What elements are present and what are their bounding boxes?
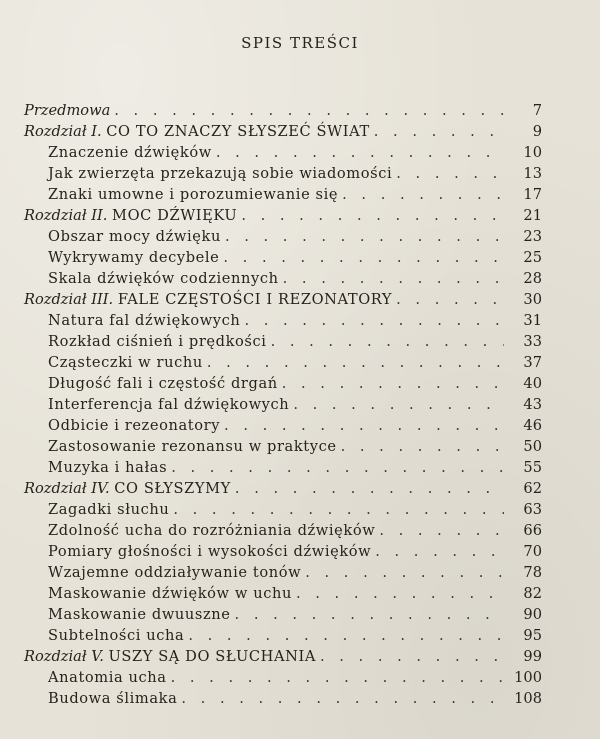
page-number: 50 (523, 438, 542, 455)
page-number: 28 (523, 270, 542, 287)
page-number: 82 (523, 585, 542, 602)
entry-prefix: Rozdział IV. (24, 480, 110, 497)
leader-dots (235, 604, 504, 625)
leader-dots (282, 373, 504, 394)
leader-dots (244, 310, 504, 331)
entry-label (48, 394, 289, 415)
toc-entry (24, 394, 542, 415)
page-number: 31 (523, 312, 542, 329)
page-number: 95 (523, 627, 542, 644)
toc-entry (24, 415, 542, 436)
entry-title: Znaki umowne i porozumiewanie się (48, 186, 339, 203)
entry-title: Cząsteczki w ruchu (48, 354, 203, 371)
page-number: 63 (523, 501, 542, 518)
entry-title: Budowa ślimaka (48, 690, 178, 707)
leader-dots (293, 394, 504, 415)
page-number: 30 (523, 291, 542, 308)
entry-title: Odbicie i rezeonatory (48, 417, 221, 434)
page-number: 70 (523, 543, 542, 560)
toc-entry (24, 331, 542, 352)
page-number: 99 (523, 648, 542, 665)
toc-entry (24, 163, 542, 184)
entry-label (48, 457, 167, 478)
page-number: 7 (532, 102, 542, 119)
entry-title: Długość fali i częstość drgań (48, 375, 278, 392)
table-of-contents (24, 100, 542, 709)
page-number: 62 (523, 480, 542, 497)
toc-entry (24, 373, 542, 394)
entry-label (48, 436, 337, 457)
toc-entry (24, 625, 542, 646)
entry-label (48, 373, 278, 394)
entry-label (24, 478, 231, 499)
leader-dots (375, 541, 504, 562)
entry-label (48, 247, 219, 268)
entry-label (48, 604, 231, 625)
entry-prefix: Przedmowa (24, 102, 111, 119)
entry-title: Jak zwierzęta przekazują sobie wiadomości (48, 165, 393, 182)
entry-title: CO SŁYSZYMY (114, 480, 231, 497)
page-number: 55 (523, 459, 542, 476)
page-number: 40 (523, 375, 542, 392)
entry-title: Rozkład ciśnień i prędkości (48, 333, 267, 350)
leader-dots (283, 268, 504, 289)
leader-dots (223, 247, 504, 268)
leader-dots (171, 667, 504, 688)
entry-title: Zastosowanie rezonansu w praktyce (48, 438, 337, 455)
toc-entry (24, 562, 542, 583)
toc-entry (24, 142, 542, 163)
leader-dots (342, 184, 504, 205)
toc-entry (24, 478, 542, 499)
entry-prefix: Rozdział III. (24, 291, 114, 308)
entry-label (24, 100, 110, 121)
page-number: 46 (523, 417, 542, 434)
entry-title: Znaczenie dźwięków (48, 144, 212, 161)
entry-label (48, 163, 392, 184)
toc-entry (24, 541, 542, 562)
leader-dots (225, 226, 504, 247)
leader-dots (396, 163, 504, 184)
page-number: 108 (514, 690, 542, 707)
entry-title: Pomiary głośności i wysokości dźwięków (48, 543, 372, 560)
entry-label (48, 625, 184, 646)
toc-entry (24, 247, 542, 268)
toc-entry (24, 604, 542, 625)
leader-dots (188, 625, 504, 646)
entry-label (24, 205, 237, 226)
leader-dots (114, 100, 504, 121)
toc-entry (24, 289, 542, 310)
entry-label (48, 499, 169, 520)
entry-title: MOC DŹWIĘKU (112, 207, 238, 224)
toc-entry (24, 184, 542, 205)
entry-title: Natura fal dźwiękowych (48, 312, 241, 329)
toc-entry (24, 457, 542, 478)
entry-label (48, 562, 301, 583)
entry-prefix: Rozdział V. (24, 648, 104, 665)
toc-entry (24, 226, 542, 247)
entry-label (48, 688, 177, 709)
toc-entry (24, 646, 542, 667)
toc-entry (24, 688, 542, 709)
entry-title: FALE CZĘSTOŚCI I REZONATORY (117, 291, 393, 308)
leader-dots (379, 520, 504, 541)
entry-title: Wzajemne oddziaływanie tonów (48, 564, 302, 581)
toc-entry (24, 499, 542, 520)
entry-title: Wykrywamy decybele (48, 249, 220, 266)
toc-entry (24, 583, 542, 604)
leader-dots (224, 415, 504, 436)
page-number: 23 (523, 228, 542, 245)
toc-entry (24, 667, 542, 688)
leader-dots (271, 331, 504, 352)
toc-entry (24, 436, 542, 457)
toc-entry (24, 352, 542, 373)
entry-label (48, 310, 240, 331)
leader-dots (216, 142, 504, 163)
page-number: 66 (523, 522, 542, 539)
page-number: 100 (514, 669, 542, 686)
entry-title: Zagadki słuchu (48, 501, 170, 518)
toc-entry (24, 268, 542, 289)
entry-label (48, 142, 212, 163)
leader-dots (173, 499, 504, 520)
entry-title: Subtelności ucha (48, 627, 185, 644)
entry-label (48, 583, 292, 604)
entry-prefix: Rozdział I. (24, 123, 102, 140)
entry-label (24, 646, 316, 667)
toc-entry (24, 310, 542, 331)
page-number: 9 (532, 123, 542, 140)
entry-title: Maskowanie dźwięków w uchu (48, 585, 292, 602)
entry-label (24, 121, 370, 142)
entry-label (48, 184, 338, 205)
page-number: 37 (523, 354, 542, 371)
page-number: 21 (523, 207, 542, 224)
page-number: 90 (523, 606, 542, 623)
toc-entry (24, 121, 542, 142)
entry-title: USZY SĄ DO SŁUCHANIA (108, 648, 316, 665)
leader-dots (341, 436, 504, 457)
entry-title: Interferencja fal dźwiękowych (48, 396, 290, 413)
entry-label (48, 226, 221, 247)
leader-dots (396, 289, 504, 310)
entry-label (48, 520, 375, 541)
toc-entry (24, 205, 542, 226)
leader-dots (320, 646, 504, 667)
leader-dots (171, 457, 504, 478)
entry-title: Obszar mocy dźwięku (48, 228, 221, 245)
entry-label (48, 352, 203, 373)
leader-dots (241, 205, 504, 226)
entry-title: Skala dźwięków codziennych (48, 270, 279, 287)
entry-title: CO TO ZNACZY SŁYSZEĆ ŚWIAT (106, 123, 370, 140)
entry-label (48, 541, 371, 562)
leader-dots (207, 352, 504, 373)
entry-label (48, 415, 220, 436)
entry-prefix: Rozdział II. (24, 207, 108, 224)
entry-title: Anatomia ucha (48, 669, 167, 686)
entry-label (48, 268, 279, 289)
page-number: 33 (523, 333, 542, 350)
leader-dots (181, 688, 504, 709)
leader-dots (374, 121, 504, 142)
page-title: SPIS TREŚCI (241, 34, 359, 52)
page-number: 43 (523, 396, 542, 413)
entry-title: Muzyka i hałas (48, 459, 168, 476)
page-number: 10 (523, 144, 542, 161)
toc-entry (24, 100, 542, 121)
leader-dots (305, 562, 504, 583)
entry-label (48, 331, 267, 352)
page-number: 17 (523, 186, 542, 203)
entry-title: Zdolność ucha do rozróżniania dźwięków (48, 522, 376, 539)
toc-entry (24, 520, 542, 541)
page-number: 78 (523, 564, 542, 581)
entry-label (24, 289, 392, 310)
leader-dots (296, 583, 504, 604)
page-number: 25 (523, 249, 542, 266)
entry-title: Maskowanie dwuuszne (48, 606, 231, 623)
entry-label (48, 667, 167, 688)
leader-dots (235, 478, 504, 499)
page-number: 13 (523, 165, 542, 182)
